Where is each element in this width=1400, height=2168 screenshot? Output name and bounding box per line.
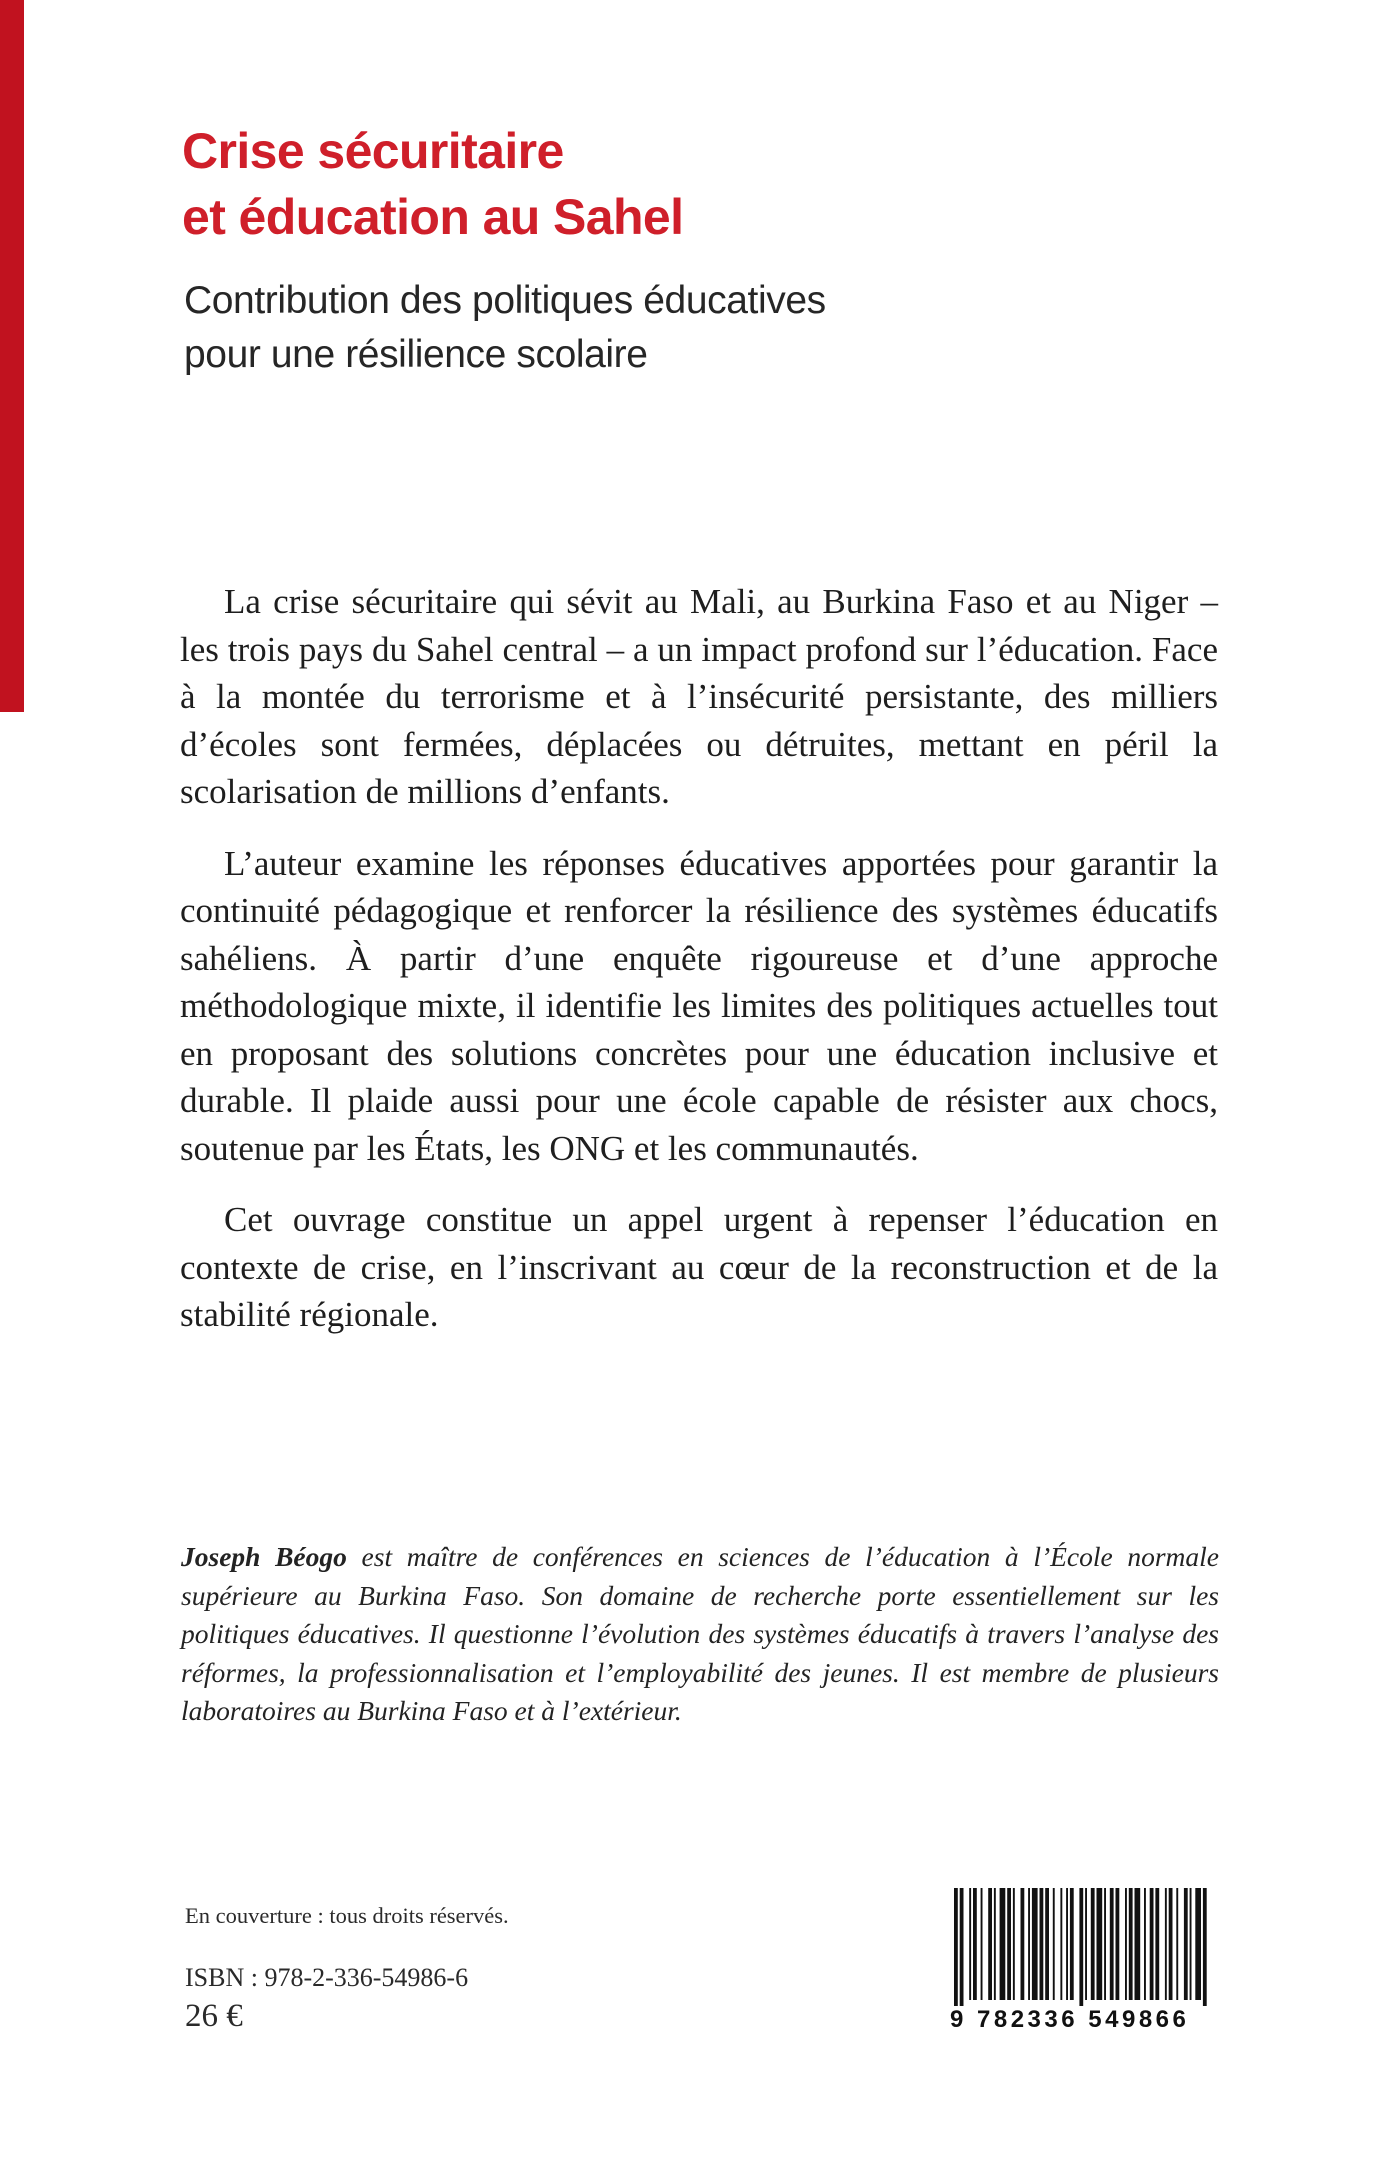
barcode-bar [1053, 1888, 1055, 2000]
barcode-bar [994, 1888, 996, 2000]
book-title-line-1: Crise sécuritaire [182, 123, 564, 179]
barcode-bar [954, 1888, 958, 2006]
barcode-bar [1165, 1888, 1167, 2000]
barcode-bar [1079, 1888, 1083, 2006]
book-summary [180, 578, 1218, 1363]
barcode-bar [1150, 1888, 1154, 2000]
book-subtitle-line-1: Contribution des politiques éducatives [184, 279, 826, 322]
red-accent-bar [0, 0, 24, 712]
barcode-bar [1144, 1888, 1146, 2000]
book-subtitle-line-2: pour une résilience scolaire [184, 333, 648, 376]
book-subtitle [184, 274, 1184, 382]
barcode-bar [1195, 1888, 1201, 2000]
barcode-bar [1190, 1888, 1192, 2000]
barcode-bar [1045, 1888, 1049, 2000]
barcode-bar [1028, 1888, 1030, 2000]
barcode-bar [988, 1888, 992, 2000]
cover-credit: En couverture : tous droits réservés. [185, 1903, 509, 1928]
barcode-bar [1155, 1888, 1159, 2000]
summary-paragraph: L’auteur examine les réponses éducatives apportées pour garantir la continuité pédagogique et renforcer la résilience des systèmes éducatifs sahéliens. À partir d’une enquête rigoureuse et d’une approche méthodologique mixte, il identifie les limites des politiques actuelles tout en proposant des solutions concrètes pour une éducation inclusive et durable. Il plaide aussi pour une école capable de résister aux chocs, soutenue par les États, les ONG et les communautés. [180, 843, 1218, 1168]
barcode-bar [1007, 1888, 1011, 2000]
barcode-bar [1184, 1888, 1188, 2000]
barcode-bar [1000, 1888, 1006, 2000]
barcode-digits: 9 782336 549866 [950, 2006, 1190, 2033]
barcode-bar [960, 1888, 964, 2006]
barcode-bar [1125, 1888, 1127, 2000]
barcode-bar [1060, 1888, 1062, 2000]
barcode-bar [1135, 1888, 1141, 2000]
barcode-bar [1070, 1888, 1074, 2000]
barcode-bars [950, 1888, 1216, 2006]
book-title [182, 118, 1182, 250]
barcode-bar [1013, 1888, 1015, 2000]
barcode-bar [1110, 1888, 1114, 2000]
barcode-bar [1066, 1888, 1068, 2000]
barcode-bar [1129, 1888, 1133, 2000]
barcode-bar [1085, 1888, 1087, 2000]
barcode-bar [1040, 1888, 1044, 2000]
barcode-bar [981, 1888, 983, 2000]
barcode [950, 1888, 1216, 2036]
barcode-bar [1091, 1888, 1095, 2000]
barcode-bar [1203, 1888, 1207, 2006]
isbn: ISBN : 978-2-336-54986-6 [185, 1963, 469, 1992]
barcode-bar [1097, 1888, 1103, 2000]
price: 26 € [185, 1998, 243, 2034]
author-bio-text: est maître de conférences en sciences de l’éducation à l’École normale supérieure au Burkina Faso. Son domaine de recherche porte essentiellement sur les politiques éducatives. Il questionne l’évolution des systèmes éducatifs à travers l’analyse des réformes, la professionnalisation et l’employabilité des jeunes. Il est membre de plusieurs laboratoires au Burkina Faso et à l’extérieur. [181, 1541, 1220, 1726]
barcode-bar [1021, 1888, 1025, 2000]
barcode-bar [1032, 1888, 1038, 2000]
summary-paragraph: Cet ouvrage constitue un appel urgent à repenser l’éducation en contexte de crise, en l’inscrivant au cœur de la reconstruction et de la stabilité régionale. [180, 1200, 1218, 1334]
barcode-bar [1176, 1888, 1178, 2000]
summary-paragraph: La crise sécuritaire qui sévit au Mali, au Burkina Faso et au Niger – les trois pays du Sahel central – a un impact profond sur l’éducation. Face à la montée du terrorisme et à l’insécurité persistante, des milliers d’écoles sont fermées, déplacées ou détruites, mettant en péril la scolarisation de millions d’enfants. [180, 582, 1218, 811]
barcode-bar [973, 1888, 977, 2000]
author-bio [181, 1538, 1219, 1731]
barcode-bar [1169, 1888, 1173, 2000]
barcode-bar [1104, 1888, 1106, 2000]
author-name: Joseph Béogo [181, 1541, 347, 1572]
book-title-line-2: et éducation au Sahel [182, 189, 684, 245]
barcode-bar [969, 1888, 971, 2000]
barcode-bar [1116, 1888, 1120, 2000]
